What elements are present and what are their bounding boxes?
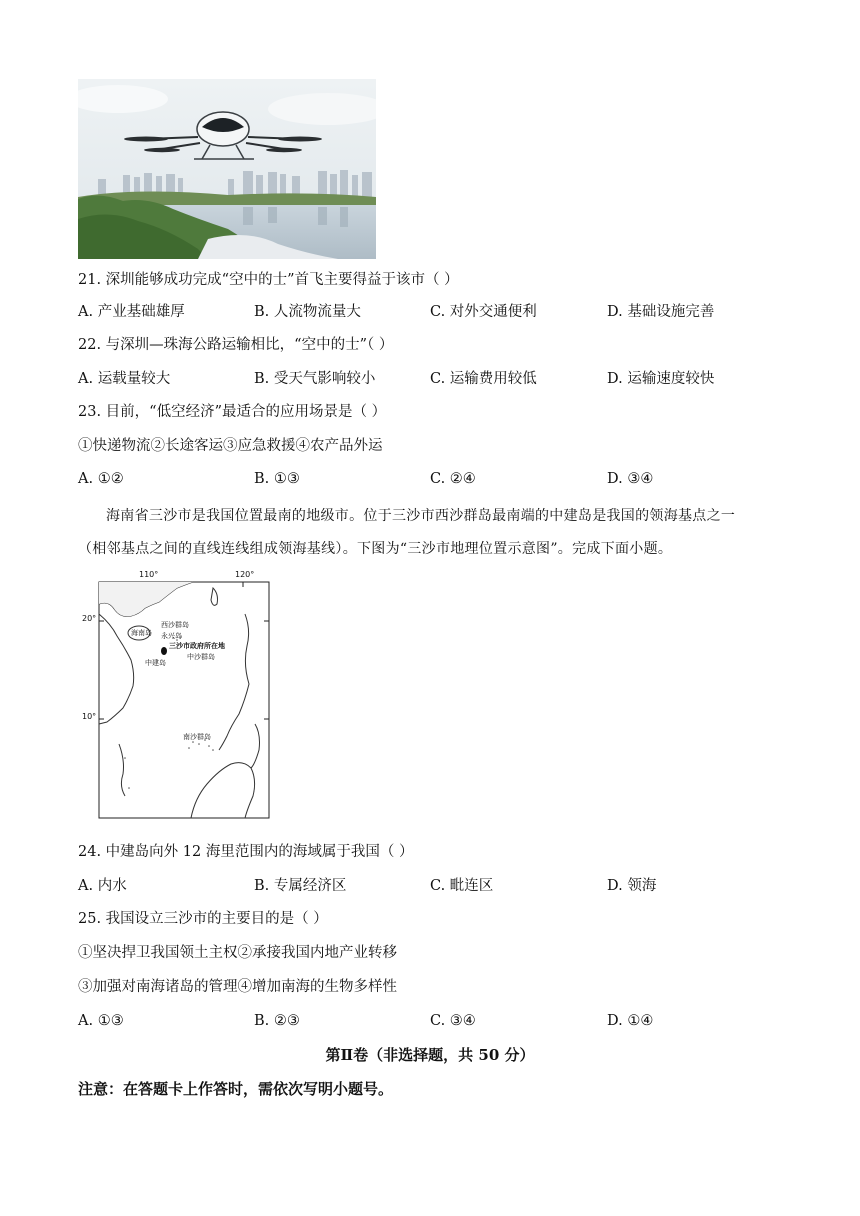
q21-option-d: D. 基础设施完善 [607,304,715,320]
section-2-note: 注意：在答题卡上作答时，需依次写明小题号。 [78,1080,394,1098]
passage-line-1: 海南省三沙市是我国位置最南的地级市。位于三沙市西沙群岛最南端的中建岛是我国的领海基点之一 [106,508,736,524]
q23-option-d: D. ③④ [607,471,654,487]
q22-option-c: C. 运输费用较低 [430,371,537,387]
map-yongxing-label: 永兴岛 [161,632,182,640]
map-hainan-label: 海南岛 [131,629,152,637]
q21-option-b: B. 人流物流量大 [254,304,361,320]
question-25-stem: 25. 我国设立三沙市的主要目的是（ ） [78,911,328,927]
q25-option-a: A. ①③ [78,1013,124,1029]
q24-option-d: D. 领海 [607,878,657,894]
map-city-label: 三沙市政府所在地 [169,642,225,650]
q23-option-b: B. ①③ [254,471,300,487]
q25-option-b: B. ②③ [254,1013,300,1029]
section-2-title: 第Ⅱ卷（非选择题，共 50 分） [325,1046,535,1064]
map-lon-110-label: 110° [139,570,159,579]
map-lat-20-label: 20° [82,614,97,623]
question-21-stem: 21. 深圳能够成功完成“空中的士”首飞主要得益于该市（ ） [78,272,459,288]
q23-option-c: C. ②④ [430,471,476,487]
q22-option-a: A. 运载量较大 [78,371,171,387]
sansha-location-map [82,570,273,822]
map-lat-10-label: 10° [82,712,97,721]
map-xisha-label: 西沙群岛 [161,621,189,629]
question-22-stem: 22. 与深圳—珠海公路运输相比，“空中的士”（ ） [78,337,394,353]
question-24-stem: 24. 中建岛向外 12 海里范围内的海域属于我国（ ） [78,844,414,860]
question-25-items-2: ③加强对南海诸岛的管理④增加南海的生物多样性 [78,979,397,995]
q25-option-c: C. ③④ [430,1013,476,1029]
q21-option-a: A. 产业基础雄厚 [78,304,185,320]
flying-taxi-photo [78,79,376,259]
q24-option-a: A. 内水 [78,878,127,894]
map-zhongsha-label: 中沙群岛 [187,653,215,661]
question-23-items: ①快递物流②长途客运③应急救援④农产品外运 [78,438,383,454]
question-25-items-1: ①坚决捍卫我国领土主权②承接我国内地产业转移 [78,945,397,961]
q21-option-c: C. 对外交通便利 [430,304,537,320]
q25-option-d: D. ①④ [607,1013,654,1029]
q22-option-b: B. 受天气影响较小 [254,371,376,387]
question-23-stem: 23. 目前，“低空经济”最适合的应用场景是（ ） [78,404,387,420]
map-lon-120-label: 120° [235,570,255,579]
q22-option-d: D. 运输速度较快 [607,371,715,387]
q23-option-a: A. ①② [78,471,124,487]
q24-option-c: C. 毗连区 [430,878,494,894]
q24-option-b: B. 专属经济区 [254,878,347,894]
passage-line-2: （相邻基点之间的直线连线组成领海基线）。下图为“三沙市地理位置示意图”。完成下面小题。 [78,541,673,557]
map-zhongjian-label: 中建岛 [145,659,166,667]
map-nansha-label: 南沙群岛 [183,733,211,741]
